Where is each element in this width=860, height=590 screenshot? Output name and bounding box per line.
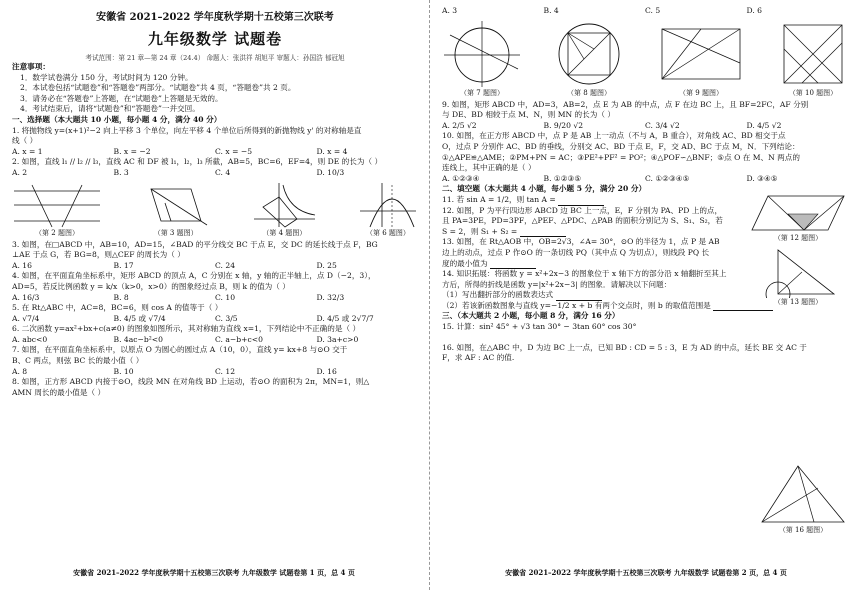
option: B. 9/20 √2 [543, 120, 584, 130]
figure-caption: （第 7 题图） [460, 88, 504, 97]
option: A. ①②③④ [442, 173, 480, 183]
option: B. x = −2 [113, 146, 151, 156]
options-row [12, 168, 418, 179]
triangle-cevians-figure [758, 462, 848, 526]
notice-item: 2．本试卷包括“试题卷”和“答题卷”两部分。“试题卷”共 4 页，“答题卷”共 2 页。 [20, 83, 296, 93]
figure-caption: （第 3 题图） [153, 228, 198, 237]
option: A. √7/4 [12, 313, 40, 323]
question-text: 8. 如图，正方形 ABCD 内接于⊙O，线段 MN 在对角线 BD 上运动，若⊙O 的面积为 2π，MN=1，则△ [12, 377, 370, 387]
page-footer: 安徽省 2021–2022 学年度秋学期十五校第三次联考 九年级数学 试题卷第 1 页，总 4 页 [73, 568, 355, 577]
figure-q16 [758, 462, 848, 535]
figure-q12 [748, 192, 848, 243]
notice-item: 1．数学试卷满分 150 分，考试时间为 120 分钟。 [20, 72, 193, 82]
notice-item: 4．考试结束后，请将“试题卷”和“答题卷”一并交回。 [20, 104, 200, 114]
q14-part1: （1）写出翻折部分的函数表达式 [442, 290, 554, 300]
options-row [12, 335, 418, 346]
figure-caption: （第 16 题图） [778, 526, 828, 534]
figure-caption: （第 6 题图） [366, 228, 410, 237]
parallel-lines-figure [12, 181, 102, 229]
parallelogram-triangles-figure [748, 192, 848, 234]
figure-q10 [778, 19, 848, 98]
figure-caption: （第 2 题图） [35, 228, 79, 237]
inscribed-square-figure [554, 19, 624, 89]
options-row [12, 293, 418, 304]
section-heading: 二、填空题（本大题共 4 小题，每小题 5 分，满分 20 分） [442, 184, 647, 194]
options-row [12, 367, 418, 378]
parallelogram-figure [141, 181, 211, 229]
exam-title: 安徽省 2021–2022 学年度秋学期十五校第三次联考 [96, 12, 334, 23]
notice-item: 3．请务必在“答题卷”上答题，在“试题卷”上答题是无效的。 [20, 93, 223, 103]
figure-row [442, 19, 848, 98]
option: C. ①②③④⑤ [645, 173, 690, 183]
option: A. 2/5 √2 [442, 120, 477, 130]
option: B. ①②③⑤ [543, 173, 582, 183]
right-triangle-circle-figure [758, 246, 838, 298]
question-text: ⊥AE 于点 G，若 BG=8，则△CEF 的周长为（ ） [12, 250, 185, 260]
answer-blank [490, 261, 536, 269]
answer-blank [520, 229, 566, 237]
option: D. 32/3 [316, 292, 345, 302]
question-text [442, 259, 742, 270]
question-text: O，过点 P 分别作 AC、BD 的垂线，分别交 AC、BD 于点 E，F，交 AD、BC 于点 M，N．下列结论： [442, 141, 800, 151]
figure-caption: （第 9 题图） [679, 88, 723, 97]
question-text: 15. 计算：sin² 45° + √3 tan 30° − 3tan 60° cos 30° [442, 322, 637, 332]
page-2 [432, 0, 860, 590]
option: D. 25 [316, 260, 337, 270]
question-text: 连线上，其中正确的是（ ） [442, 163, 536, 173]
section-heading: 三、（本大题共 2 小题，每小题 8 分，满分 16 分） [442, 311, 620, 321]
question-text: 5. 在 Rt△ABC 中，AC=8，BC=6，则 cos A 的值等于（ ） [12, 303, 223, 313]
question-text: AD=5，若反比例函数 y = k/x（k>0，x>0）的图象经过点 B，则 k 的值为（ ） [12, 281, 290, 291]
option: B. 10 [113, 366, 134, 376]
figure-q6 [358, 181, 418, 238]
page-divider [429, 0, 430, 590]
question-text: 边上的动点，过点 P 作⊙O 的一条切线 PQ（其中点 Q 为切点），则线段 PQ 长 [442, 247, 710, 257]
notice-heading: 注意事项： [12, 62, 50, 71]
options-row [442, 6, 848, 17]
exam-subtitle: 九年级数学 试题卷 [147, 30, 283, 48]
rectangle-axes-figure [249, 181, 319, 229]
figure-q8 [554, 19, 624, 98]
options-row [12, 314, 418, 325]
question-text: 与 DE、BD 相较于点 M、N，则 MN 的长为（ ） [442, 110, 615, 120]
parabola-figure [358, 181, 418, 229]
options-row [442, 174, 848, 185]
option: D. 4/5 或 2√7/7 [316, 313, 374, 323]
answer-blank [556, 293, 602, 301]
rectangle-figure [656, 19, 746, 89]
options-row [12, 261, 418, 272]
option: D. 10/3 [316, 167, 345, 177]
option: A. 16 [12, 260, 32, 270]
option: A. 3 [442, 6, 458, 15]
question-text [442, 227, 742, 238]
question-text: B、C 两点，则弦 BC 长的最小值（ ） [12, 356, 144, 366]
circle-axes-figure [442, 19, 522, 89]
question-text: 14. 知识拓展：将函数 y = x²+2x−3 的图象位于 x 轴下方的部分沿 x 轴翻折至其上 [442, 269, 727, 279]
section-heading: 一、选择题（本大题共 10 小题，每小题 4 分，满分 40 分） [12, 114, 222, 124]
option: C. 3/5 [215, 313, 238, 323]
question-text [442, 290, 742, 301]
figure-caption: （第 12 题图） [773, 233, 823, 242]
option: C. 4 [215, 167, 231, 177]
question-text: 4. 如图，在平面直角坐标系中，矩形 ABCD 的顶点 A，C 分别在 x 轴，y 轴的正半轴上，点 D（−2，3）， [12, 271, 376, 281]
question-text: 2. 如图，直线 l₁ // l₂ // l₃，直线 AC 和 DF 被 l₁，l₂，l₃ 所截，AB=5，BC=6，EF=4，则 DE 的长为（ ） [12, 157, 383, 167]
q12-tail: S = 2，则 S₁ + S₂ = [442, 226, 518, 236]
q14-part2: （2）若该新函数图象与直线 y=−1/2 x + b 有两个交点时，则 b 的取值范围是 [442, 300, 711, 310]
exam-meta: 考试范围：第 21 章—第 24 章（24.4） 命题人：张洪祥 胡旭平 审题人：孙国浩 郁冠旭 [85, 54, 345, 62]
options-row [12, 147, 418, 158]
figure-caption: （第 8 题图） [567, 88, 611, 97]
figure-caption: （第 13 题图） [773, 297, 823, 306]
question-text: ①△APE≌△AME；②PM+PN = AC；③PE²+PF² = PO²；④△POF∽△BNF；⑤点 O 在 M、N 两点的 [442, 152, 800, 162]
question-text: 16. 如图，在△ABC 中，D 为边 BC 上一点，已知 BD : CD = 5 : 3，E 为 AD 的中点，延长 BE 交 AC 于 [442, 342, 807, 352]
option: A. 2 [12, 167, 28, 177]
option: C. a−b+c<0 [215, 334, 263, 344]
question-text: AMN 周长的最小值是（ ） [12, 387, 106, 397]
question-text: 方后，所得的折线是函数 y=|x²+2x−3| 的图象．请解决以下问题： [442, 279, 672, 289]
option: A. 16/3 [12, 292, 40, 302]
figure-q3 [141, 181, 211, 238]
figure-q4 [249, 181, 319, 238]
option: D. x = 4 [316, 146, 348, 156]
figure-q9 [656, 19, 746, 98]
question-text: 6. 二次函数 y=ax²+bx+c(a≠0) 的图象如图所示，其对称轴为直线 x=1，下列结论中不正确的是（ ） [12, 324, 361, 334]
option: C. 3/4 √2 [645, 120, 680, 130]
question-text: F，求 AF : AC 的值. [442, 353, 515, 363]
option: B. 17 [113, 260, 134, 270]
option: B. 4ac−b²<0 [113, 334, 163, 344]
option: C. 12 [215, 366, 236, 376]
option: A. x = 1 [12, 146, 43, 156]
question-text: 9. 如图，矩形 ABCD 中，AD=3，AB=2，点 E 为 AB 的中点，点 F 在边 BC 上，且 BF=2FC，AF 分别 [442, 99, 809, 109]
figure-row [12, 181, 418, 238]
option: D. 3a+c>0 [316, 334, 359, 344]
option: A. abc<0 [12, 334, 48, 344]
question-text: 13. 如图，在 Rt△AOB 中，OB=2√3，∠A= 30°，⊙O 的半径为 1，点 P 是 AB [442, 237, 720, 247]
figure-q2 [12, 181, 102, 238]
option: B. 8 [113, 292, 129, 302]
question-text: 且 PA=3PE，PD=3PF，△PEF、△PDC、△PAB 的面积分别记为 S、S₁、S₂，若 [442, 216, 723, 226]
options-row [442, 121, 848, 132]
q13-tail: 度的最小值为 [442, 258, 488, 268]
question-text: 10. 如图，在正方形 ABCD 中，点 P 是 AB 上一动点（不与 A，B 重合），对角线 AC、BD 相交于点 [442, 131, 786, 141]
option: D. 4/5 √2 [746, 120, 782, 130]
question-text: 线（ ） [12, 136, 38, 146]
square-diagonals-figure [778, 19, 848, 89]
q11-text: 11. 若 sin A = 1/2，则 tan A = [442, 194, 556, 204]
option: D. 16 [316, 366, 337, 376]
figure-q7 [442, 19, 522, 98]
question-text: 3. 如图，在□ABCD 中，AB=10，AD=15，∠BAD 的平分线交 BC 于点 E，交 DC 的延长线于点 F，BG [12, 239, 378, 249]
figure-q13 [758, 246, 838, 307]
figure-caption: （第 10 题图） [788, 88, 838, 97]
question-text: 7. 如图，在平面直角坐标系中，以原点 O 为圆心的圆过点 A（10，0），直线 y= kx+8 与⊙O 交于 [12, 345, 348, 355]
option: C. x = −5 [215, 146, 253, 156]
option: D. 6 [746, 6, 762, 15]
option: D. ③④⑤ [746, 173, 778, 183]
question-text: 1. 将抛物线 y=(x+1)²−2 向上平移 3 个单位，向左平移 4 个单位后所得到的新抛物线 y' 的对称轴是直 [12, 125, 362, 135]
option: C. 10 [215, 292, 236, 302]
option: A. 8 [12, 366, 28, 376]
question-text: 12. 如图，P 为平行四边形 ABCD 边 BC 上一点，E，F 分别为 PA、PD 上的点， [442, 205, 723, 215]
page-footer: 安徽省 2021–2022 学年度秋学期十五校第三次联考 九年级数学 试题卷第 2 页，总 4 页 [505, 568, 787, 577]
option: B. 3 [113, 167, 129, 177]
option: C. 5 [645, 6, 661, 15]
option: B. 4 [543, 6, 559, 15]
answer-blank [558, 198, 604, 206]
option: C. 24 [215, 260, 236, 270]
figure-caption: （第 4 题图） [262, 228, 307, 237]
option: B. 4/5 或 √7/4 [113, 313, 166, 323]
page-1 [0, 0, 428, 590]
